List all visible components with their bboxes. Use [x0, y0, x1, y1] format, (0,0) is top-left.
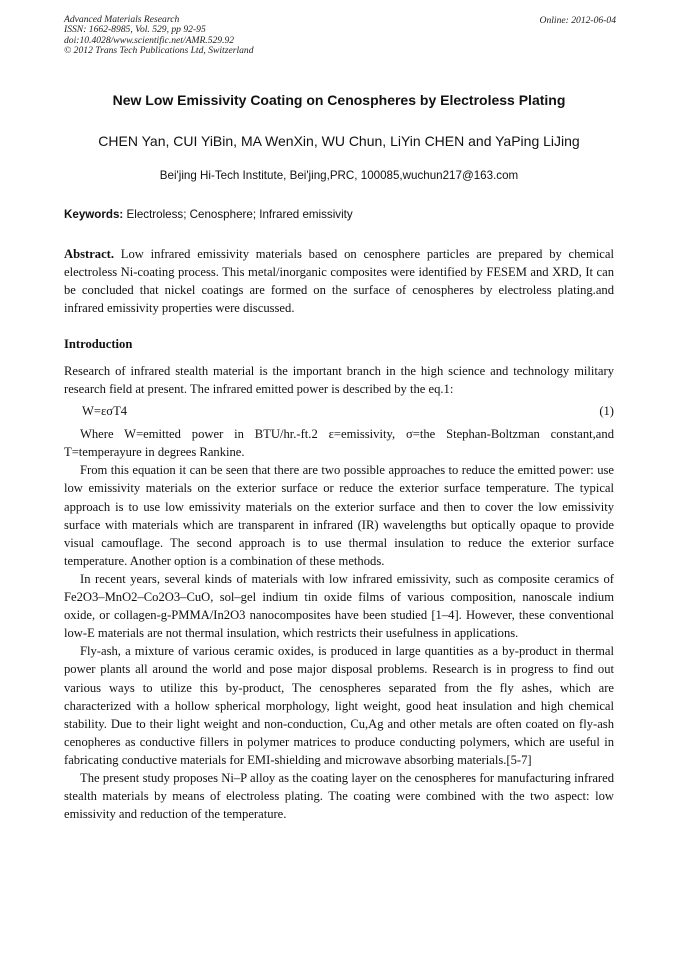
abstract-text: Low infrared emissivity materials based on cenosphere particles are prepared by chemical electroless Ni-coating process. This metal/inorganic composites were identified by FESEM and XRD, It can be concluded that nickel coatings are formed on the surface of cenospheres by electroless plating.and infrared emissivity properties were discussed. — [64, 247, 614, 316]
intro-paragraph-3: From this equation it can be seen that there are two possible approaches to reduce the emitted power: use low emissivity materials on the exterior surface or reduce the exterior surface temperature. The typical approach is to use low emissivity materials on the exterior surface and then to cover the low emissivity surface with materials which are transparent in infrared (IR) wavelengths but optically opaque to provide visual camouflage. The second approach is to use thermal insulation to reduce the exterior surface temperature. Another option is a combination of these methods. — [64, 463, 614, 568]
online-date: Online: 2012-06-04 — [539, 15, 616, 26]
affiliation: Bei'jing Hi-Tech Institute, Bei'jing,PRC, 100085,wuchun217@163.com — [159, 169, 519, 182]
equation-formula: W=εσT4 — [82, 404, 128, 419]
keywords-text: Electroless; Cenosphere; Infrared emissivity — [126, 208, 353, 221]
intro-paragraph-1: Research of infrared stealth material is the important branch in the high science and technology military research field at present. The infrared emitted power is described by the eq.1: — [64, 364, 614, 397]
intro-paragraph-5: Fly-ash, a mixture of various ceramic oxides, is produced in large quantities as a by-product in thermal power plants all around the world and pose major disposal problems. Research is in progress to find out various ways to utilize this by-product, The cenospheres separated from the fly ashes, which are characterized with a hollow spherical morphology, light weight, good heat insulation and high chemical stability. Due to their light weight and non-conduction, Cu,Ag and other metals are often coated on fly-ash cenopheres as conductive fillers in polymer matrices to produce conducting polymers, which are useful in fabricating conductive materials for EMI-shielding and microwave absorbing materials.[5-7] — [64, 644, 614, 767]
journal-header — [64, 15, 254, 57]
abstract — [64, 245, 614, 317]
equation-number: (1) — [599, 404, 614, 419]
intro-paragraph-4: In recent years, several kinds of materials with low infrared emissivity, such as composite ceramics of Fe2O3–MnO2–Co2O3–CuO, sol–gel indium tin oxide films of various composition, nanoscale indium oxide, or collagen-g-PMMA/In2O3 nanocomposites have been studied [1–4]. However, these conventional low-E materials are not thermal insulation, which restricts their usefulness in applications. — [64, 571, 614, 641]
doi-line: doi:10.4028/www.scientific.net/AMR.529.92 — [64, 34, 235, 46]
author-list: CHEN Yan, CUI YiBin, MA WenXin, WU Chun, LiYin CHEN and YaPing LiJing — [98, 133, 580, 149]
intro-paragraph-2: Where W=emitted power in BTU/hr.-ft.2 ε=emissivity, σ=the Stephan-Boltzman constant,and T=temperayure in degrees Rankine. — [64, 427, 614, 460]
keywords — [64, 208, 353, 221]
paper-title: New Low Emissivity Coating on Cenospheres by Electroless Plating — [112, 92, 566, 108]
journal-name: Advanced Materials Research — [64, 14, 180, 25]
intro-paragraph-6: The present study proposes Ni–P alloy as the coating layer on the cenospheres for manufacturing infrared stealth materials by means of electroless plating. The coating were combined with the two aspect: low emissivity and reduction of the temperature. — [64, 770, 614, 822]
equation-1 — [64, 398, 614, 425]
abstract-label: Abstract. — [64, 247, 115, 261]
keywords-label: Keywords: — [64, 208, 124, 221]
copyright-line: © 2012 Trans Tech Publications Ltd, Switzerland — [64, 45, 254, 57]
issn-line: ISSN: 1662-8985, Vol. 529, pp 92-95 — [64, 24, 206, 36]
introduction-body — [64, 362, 614, 823]
section-heading-introduction: Introduction — [64, 337, 133, 351]
